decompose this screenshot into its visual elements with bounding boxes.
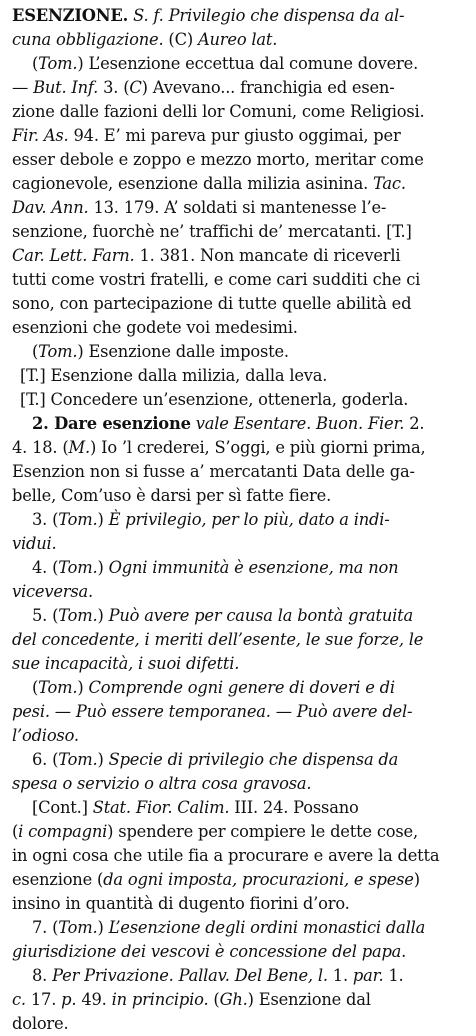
entry-text: Può avere per causa la bontà gratuita (108, 606, 413, 625)
entry-text: ( (208, 990, 220, 1009)
entry-text: dolore. (12, 1014, 69, 1033)
entry-line (12, 148, 468, 172)
entry-text: Tom. (58, 510, 98, 529)
entry-line (12, 988, 468, 1012)
entry-line (12, 220, 468, 244)
entry-text: ) (413, 870, 420, 889)
entry-text: 8. (32, 966, 53, 985)
entry-text: Tom. (38, 678, 78, 697)
entry-text: senzione, fuorchè ne’ traffichi de’ mercatanti. [T.] (12, 222, 412, 241)
entry-text: 4. ( (32, 558, 59, 577)
entry-text: Comprende ogni genere di doveri e di (88, 678, 395, 697)
entry-text: esenzione ( (12, 870, 104, 889)
entry-line (12, 52, 468, 76)
entry-text: 7. ( (32, 918, 59, 937)
entry-text: da ogni imposta, procurazioni, e spese (103, 870, 414, 889)
entry-line (12, 268, 468, 292)
entry-text: [Cont.] (32, 798, 93, 817)
entry-text: [T.] Esenzione dalla milizia, dalla leva. (20, 366, 328, 385)
entry-text: i compagni (18, 822, 108, 841)
entry-text: 1. 381. Non mancate di riceverli (134, 246, 401, 265)
entry-text: Tac. (373, 174, 406, 193)
entry-line (12, 844, 468, 868)
entry-text: ) (97, 918, 109, 937)
entry-text: S. f. Privilegio che dispensa da al- (128, 6, 405, 25)
entry-text: vale Esentare. Buon. Fier. (190, 414, 405, 433)
entry-line (12, 340, 468, 364)
entry-text: in principio. (111, 990, 209, 1009)
entry-line (12, 676, 468, 700)
entry-line (12, 604, 468, 628)
entry-line (12, 76, 468, 100)
entry-text: Fir. As. (12, 126, 69, 145)
entry-text: sono, con partecipazione di tutte quelle abilità ed (12, 294, 412, 313)
entry-line (12, 868, 468, 892)
entry-text: giurisdizione dei vescovi è concessione del papa. (12, 942, 407, 961)
entry-text: del concedente, i meriti dell’esente, le sue forze, le (12, 630, 424, 649)
headword: ESENZIONE. (12, 6, 129, 25)
entry-text: M. (68, 438, 90, 457)
entry-line (12, 892, 468, 916)
entry-line (12, 172, 468, 196)
entry-text: p. (61, 990, 77, 1009)
entry-line (12, 628, 468, 652)
entry-line (12, 244, 468, 268)
entry-text: ( (32, 54, 39, 73)
entry-text: 2. (404, 414, 425, 433)
entry-text: sue incapacità, i suoi difetti. (12, 654, 240, 673)
entry-text: Tom. (38, 54, 78, 73)
entry-text: Gh. (219, 990, 248, 1009)
entry-text: l’odioso. (12, 726, 79, 745)
entry-text: Ogni immunità è esenzione, ma non (108, 558, 399, 577)
entry-text: ( (32, 342, 39, 361)
entry-line (12, 820, 468, 844)
entry-line (12, 28, 468, 52)
entry-text: Tom. (58, 750, 98, 769)
entry-line (12, 916, 468, 940)
entry-text: ) (97, 750, 109, 769)
entry-text: vidui. (12, 534, 57, 553)
entry-text: ) Esenzione dalle imposte. (77, 342, 289, 361)
entry-text: Tom. (58, 606, 98, 625)
entry-text: 49. (76, 990, 112, 1009)
entry-line (12, 532, 468, 556)
entry-line (12, 580, 468, 604)
entry-text: ) (97, 558, 109, 577)
entry-line (12, 772, 468, 796)
entry-text: 6. ( (32, 750, 59, 769)
entry-text: insino in quantità di dugento fiorini d’oro. (12, 894, 350, 913)
entry-text: Dav. Ann. (12, 198, 89, 217)
entry-text: Aureo lat. (197, 30, 278, 49)
entry-text: Stat. Fior. Calim. (92, 798, 230, 817)
entry-line (12, 748, 468, 772)
entry-text: 1. (327, 966, 353, 985)
entry-line (12, 484, 468, 508)
entry-text: Esenzion non si fusse a’ mercatanti Data delle ga- (12, 462, 415, 481)
entry-line (12, 436, 468, 460)
entry-text: Tom. (58, 918, 98, 937)
entry-text: L’esenzione degli ordini monastici dalla (108, 918, 426, 937)
entry-text: spesa o servizio o altra cosa gravosa. (12, 774, 312, 793)
entry-text: — (12, 78, 34, 97)
entry-text: ( (32, 678, 39, 697)
entry-text: 3. ( (98, 78, 130, 97)
entry-line (12, 4, 468, 28)
entry-text: pesi. — Può essere temporanea. — Può avere del- (12, 702, 413, 721)
entry-text: ) Avevano... franchigia ed esen- (141, 78, 395, 97)
entry-text: È privilegio, per lo più, dato a indi- (108, 510, 390, 529)
entry-text: c. (12, 990, 26, 1009)
entry-text: Specie di privilegio che dispensa da (108, 750, 399, 769)
entry-line (12, 124, 468, 148)
entry-text: esser debole e zoppo e mezzo morto, meritar come (12, 150, 424, 169)
entry-text: cagionevole, esenzione dalla milizia asinina. (12, 174, 374, 193)
entry-text: 2. (32, 414, 55, 433)
entry-text: esenzioni che godete voi medesimi. (12, 318, 298, 337)
entry-line (12, 796, 468, 820)
entry-text: Car. Lett. Farn. (12, 246, 135, 265)
entry-text: Tom. (58, 558, 98, 577)
entry-text: in ogni cosa che utile fia a procurare e avere la detta (12, 846, 440, 865)
entry-text: 1. (383, 966, 404, 985)
entry-text: But. Inf. (33, 78, 99, 97)
entry-text: 3. ( (32, 510, 59, 529)
entry-line (12, 388, 468, 412)
entry-text: ) L’esenzione eccettua dal comune dovere. (77, 54, 419, 73)
entry-line (12, 196, 468, 220)
entry-line (12, 700, 468, 724)
entry-line (12, 316, 468, 340)
entry-line (12, 100, 468, 124)
entry-text: viceversa. (12, 582, 94, 601)
entry-line (12, 724, 468, 748)
entry-text: ) spendere per compiere le dette cose, (107, 822, 418, 841)
entry-line (12, 652, 468, 676)
entry-line (12, 556, 468, 580)
entry-text: zione dalle fazioni delli lor Comuni, come Religiosi. (12, 102, 425, 121)
entry-text: C (129, 78, 142, 97)
entry-text: par. (352, 966, 384, 985)
entry-text: III. 24. Possano (229, 798, 359, 817)
entry-text: 94. E’ mi pareva pur giusto oggimai, per (68, 126, 401, 145)
entry-text: ) (77, 678, 89, 697)
entry-text: ( (12, 822, 19, 841)
entry-text: 5. ( (32, 606, 59, 625)
entry-line (12, 364, 468, 388)
entry-line (12, 508, 468, 532)
entry-text: ) (97, 510, 109, 529)
entry-line (12, 292, 468, 316)
entry-text: ) Io ’l crederei, S’oggi, e più giorni prima, (89, 438, 426, 457)
entry-text: ) Esenzione dal (247, 990, 371, 1009)
entry-text: 13. 179. A’ soldati si mantenesse l’e- (88, 198, 387, 217)
entry-text: cuna obbligazione. (12, 30, 169, 49)
entry-text: 4. 18. ( (12, 438, 69, 457)
entry-text: (C) (168, 30, 198, 49)
entry-text: ) (97, 606, 109, 625)
entry-text: Dare esenzione (54, 414, 191, 433)
entry-text: Per Privazione. Pallav. Del Bene, l. (52, 966, 328, 985)
entry-line (12, 1012, 468, 1036)
entry-line (12, 940, 468, 964)
entry-text: Tom. (38, 342, 78, 361)
entry-text: belle, Com’uso è darsi per sì fatte fiere. (12, 486, 332, 505)
entry-line (12, 460, 468, 484)
entry-line (12, 412, 468, 436)
entry-line (12, 964, 468, 988)
entry-text: [T.] Concedere un’esenzione, ottenerla, goderla. (20, 390, 409, 409)
entry-text: 17. (25, 990, 62, 1009)
entry-text: tutti come vostri fratelli, e come cari sudditi che ci (12, 270, 421, 289)
